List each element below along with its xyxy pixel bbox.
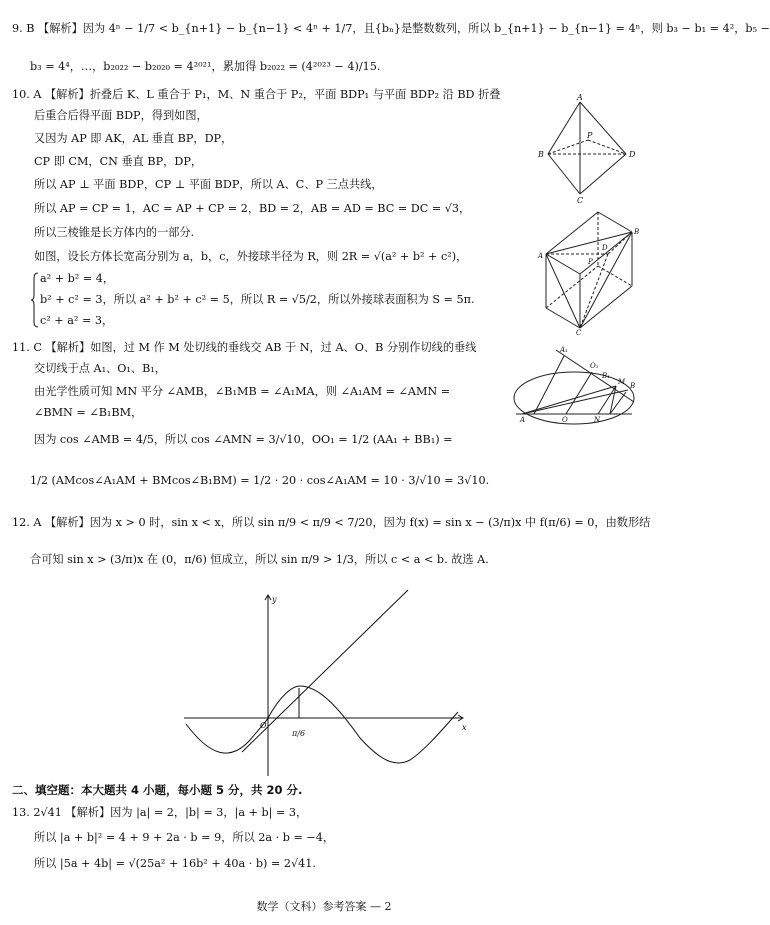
equation-system-brace bbox=[31, 272, 39, 328]
pyramid-label-c: C bbox=[577, 196, 584, 205]
ellipse-label-b1: B₁ bbox=[602, 372, 610, 380]
q10-line-8: 如图，设长方体长宽高分别为 a，b，c，外接球半径为 R，则 2R = √(a² + b² + c²)， bbox=[34, 250, 468, 263]
pyramid-label-d: D bbox=[629, 150, 636, 159]
q10-line-4: CP 即 CM，CN 垂直 BP，DP， bbox=[34, 155, 203, 168]
q10-line-2: 后重合后得平面 BDP，得到如图， bbox=[34, 109, 208, 122]
graph-y-label: y bbox=[272, 595, 277, 604]
q11-line-1: 11. C 【解析】如图，过 M 作 M 处切线的垂线交 AB 于 N，过 A、O、B 分别作切线的垂线 bbox=[12, 341, 477, 354]
q11-line-4: ∠BMN = ∠B₁BM， bbox=[34, 406, 143, 419]
ellipse-label-a: A bbox=[520, 416, 526, 424]
cuboid-label-a: A bbox=[538, 252, 544, 260]
q10-line-1: 10. A 【解析】折叠后 K、L 重合于 P₁，M、N 重合于 P₂，平面 BDP₁ 与平面 BDP₂ 沿 BD 折叠 bbox=[12, 88, 501, 101]
figure-ellipse bbox=[506, 342, 642, 430]
ellipse-label-n: N bbox=[594, 416, 601, 424]
graph-origin-label: O bbox=[260, 721, 267, 730]
ellipse-label-m: M bbox=[618, 378, 626, 386]
section-2-heading: 二、填空题：本大题共 4 小题，每小题 5 分，共 20 分. bbox=[12, 783, 303, 797]
q11-line-6: 1/2 (AMcos∠A₁AM + BMcos∠B₁BM) = 1/2 · 20 · cos∠A₁AM = 10 · 3/√10 = 3√10. bbox=[30, 474, 490, 487]
q13-line-2: 所以 |a + b|² = 4 + 9 + 2a · b = 9，所以 2a · b = −4， bbox=[34, 831, 335, 844]
q11-line-3: 由光学性质可知 MN 平分 ∠AMB，∠B₁MB = ∠A₁MA，则 ∠A₁AM = ∠AMN = bbox=[34, 385, 451, 398]
pyramid-label-a: A bbox=[577, 93, 583, 102]
pyramid-label-b: B bbox=[538, 150, 544, 159]
ellipse-label-o1: O₁ bbox=[590, 362, 599, 370]
page-footer: 数学（文科）参考答案 — 2 bbox=[256, 900, 392, 913]
q13-line-1: 13. 2√41 【解析】因为 |a| = 2，|b| = 3，|a + b| = 3， bbox=[12, 806, 308, 819]
cuboid-label-c: C bbox=[576, 329, 582, 337]
cuboid-label-p: P bbox=[588, 258, 593, 266]
q11-line-2: 交切线于点 A₁、O₁、B₁， bbox=[34, 362, 166, 375]
q9-line-1: 9. B 【解析】因为 4ⁿ − 1/7 < b_{n+1} − b_{n−1} < 4ⁿ + 1/7，且{bₙ}是整数数列，所以 b_{n+1} − b_{n−1} = 4ⁿ，则 b₃ − b₁ = 4²，b₅ − bbox=[12, 22, 770, 35]
ellipse-label-o: O bbox=[562, 416, 568, 424]
q10-line-5: 所以 AP ⊥ 平面 BDP，CP ⊥ 平面 BDP，所以 A、C、P 三点共线， bbox=[34, 178, 383, 191]
q10-line-3: 又因为 AP 即 AK，AL 垂直 BP，DP， bbox=[34, 132, 233, 145]
q10-system-eq-3: c² + a² = 3， bbox=[40, 314, 114, 327]
q10-system-eq-1: a² + b² = 4， bbox=[40, 272, 115, 285]
cuboid-label-b: B bbox=[634, 228, 640, 236]
graph-sinx-vs-line bbox=[180, 590, 470, 780]
q9-line-2: b₃ = 4⁴，…，b₂₀₂₂ − b₂₀₂₀ = 4²⁰²¹，累加得 b₂₀₂₂ = (4²⁰²³ − 4)/15. bbox=[30, 60, 381, 73]
graph-pi6-label: π/6 bbox=[292, 729, 306, 738]
q12-line-1: 12. A 【解析】因为 x > 0 时，sin x < x，所以 sin π/9 < π/9 < 7/20，因为 f(x) = sin x − (3/π)x 中 f(π/6) = 0，由数形结 bbox=[12, 516, 651, 529]
figure-cuboid bbox=[536, 206, 642, 336]
ellipse-label-a1: A₁ bbox=[560, 346, 568, 354]
q13-line-3: 所以 |5a + 4b| = √(25a² + 16b² + 40a · b) = 2√41. bbox=[34, 857, 316, 870]
pyramid-label-p: P bbox=[587, 131, 593, 140]
ellipse-label-b: B bbox=[630, 382, 636, 390]
cuboid-label-d: D bbox=[602, 244, 608, 252]
q11-line-5: 因为 cos ∠AMB = 4/5，所以 cos ∠AMN = 3/√10，OO₁ = 1/2 (AA₁ + BB₁) = bbox=[34, 433, 453, 446]
figure-pyramid bbox=[532, 92, 642, 204]
q10-line-6: 所以 AP = CP = 1，AC = AP + CP = 2，BD = 2，AB = AD = BC = DC = √3， bbox=[34, 202, 471, 215]
graph-x-label: x bbox=[462, 723, 467, 732]
q10-line-7: 所以三棱锥是长方体内的一部分. bbox=[34, 226, 195, 239]
q12-line-2: 合可知 sin x > (3/π)x 在 (0，π/6) 恒成立，所以 sin π/9 > 1/3，所以 c < a < b. 故选 A. bbox=[30, 553, 489, 566]
q10-system-eq-2: b² + c² = 3，所以 a² + b² + c² = 5，所以 R = √5/2，所以外接球表面积为 S = 5π. bbox=[40, 293, 475, 306]
